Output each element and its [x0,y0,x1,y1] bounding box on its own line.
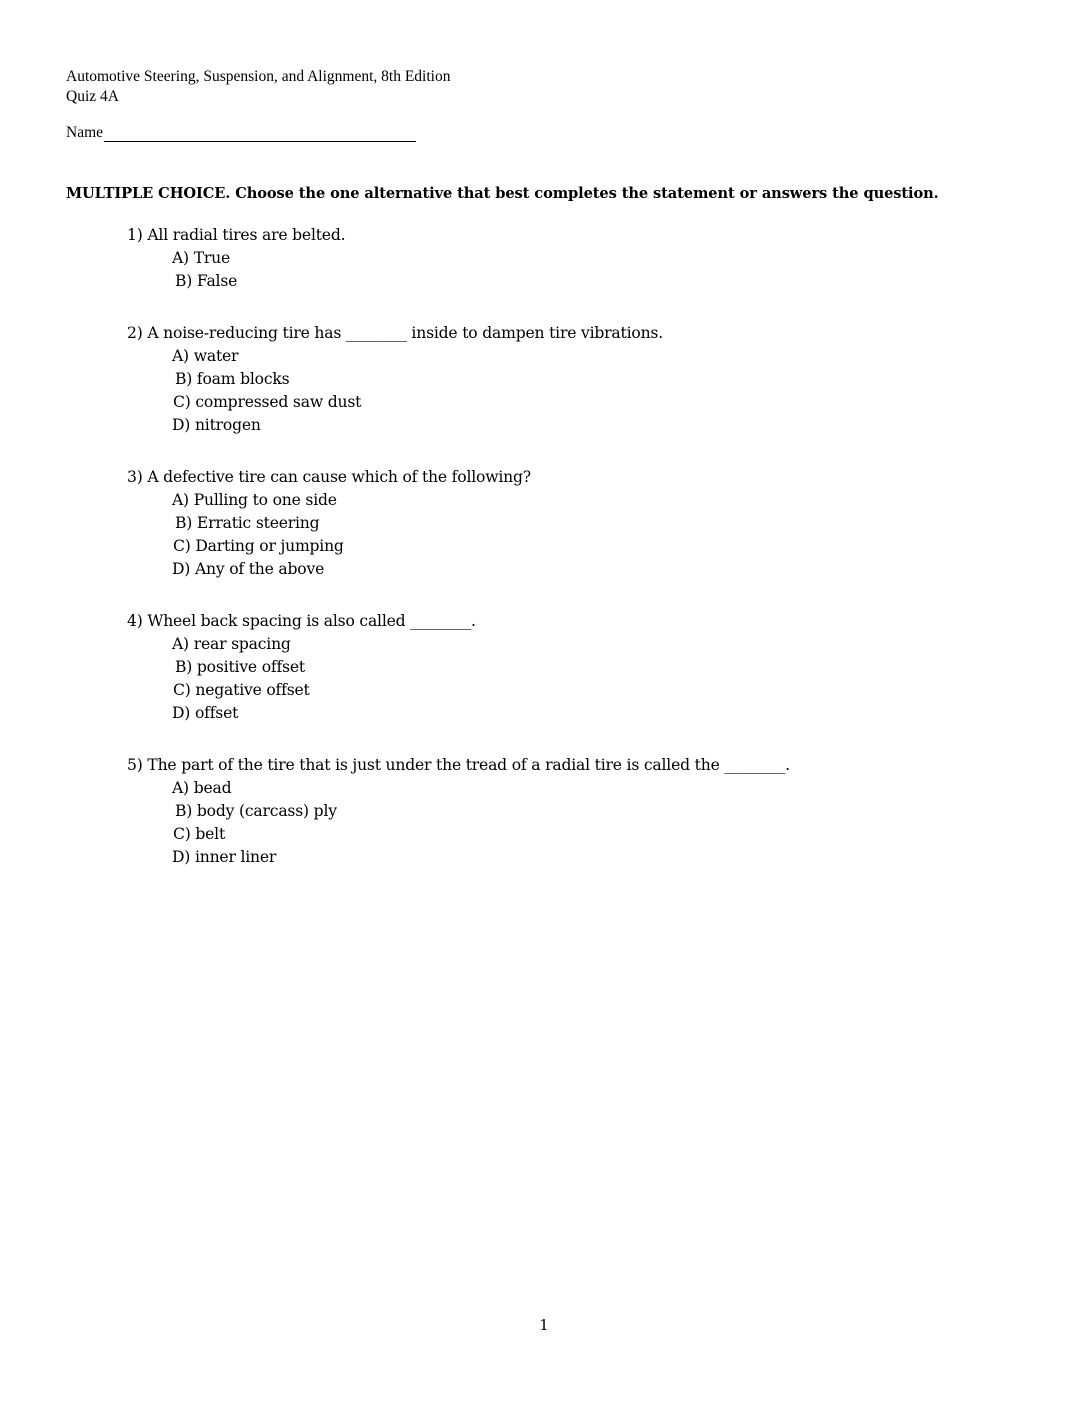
choice-b: B) Erratic steering [175,514,320,532]
question-text: 2) A noise-reducing tire has ________ inside to dampen tire vibrations. [127,324,663,342]
choice-a: A) bead [172,779,232,797]
question-2 [127,322,790,437]
choice-c: C) negative offset [173,681,310,699]
choice-d: D) nitrogen [172,416,261,434]
choice-d: D) Any of the above [172,560,325,578]
instructions: MULTIPLE CHOICE. Choose the one alternative that best completes the statement or answers the question. [66,185,939,202]
choice-d: D) inner liner [172,848,277,866]
choice-a: A) rear spacing [172,635,291,653]
question-text: 3) A defective tire can cause which of the following? [127,468,531,486]
quiz-title: Quiz 4A [66,88,119,105]
question-text: 5) The part of the tire that is just under the tread of a radial tire is called the ________. [127,756,790,774]
choice-c: C) compressed saw dust [173,393,362,411]
question-3 [127,466,790,581]
choice-b: B) body (carcass) ply [175,802,337,820]
page-number: 1 [539,1316,549,1334]
question-text: 1) All radial tires are belted. [127,226,346,244]
choice-a: A) Pulling to one side [172,491,337,509]
question-1 [127,224,790,293]
choice-c: C) belt [173,825,226,843]
choice-b: B) False [175,272,238,290]
choice-a: A) water [172,347,239,365]
choice-c: C) Darting or jumping [173,537,344,555]
choice-b: B) foam blocks [175,370,290,388]
question-text: 4) Wheel back spacing is also called ________. [127,612,476,630]
question-4 [127,610,790,725]
question-list [127,224,790,898]
choice-b: B) positive offset [175,658,305,676]
question-5 [127,754,790,869]
document-header [66,67,450,107]
name-label: Name [66,124,104,141]
course-title: Automotive Steering, Suspension, and Alignment, 8th Edition [66,68,451,85]
choice-d: D) offset [172,704,239,722]
name-field [66,124,416,142]
choice-a: A) True [172,249,231,267]
name-blank-line[interactable] [104,124,416,142]
